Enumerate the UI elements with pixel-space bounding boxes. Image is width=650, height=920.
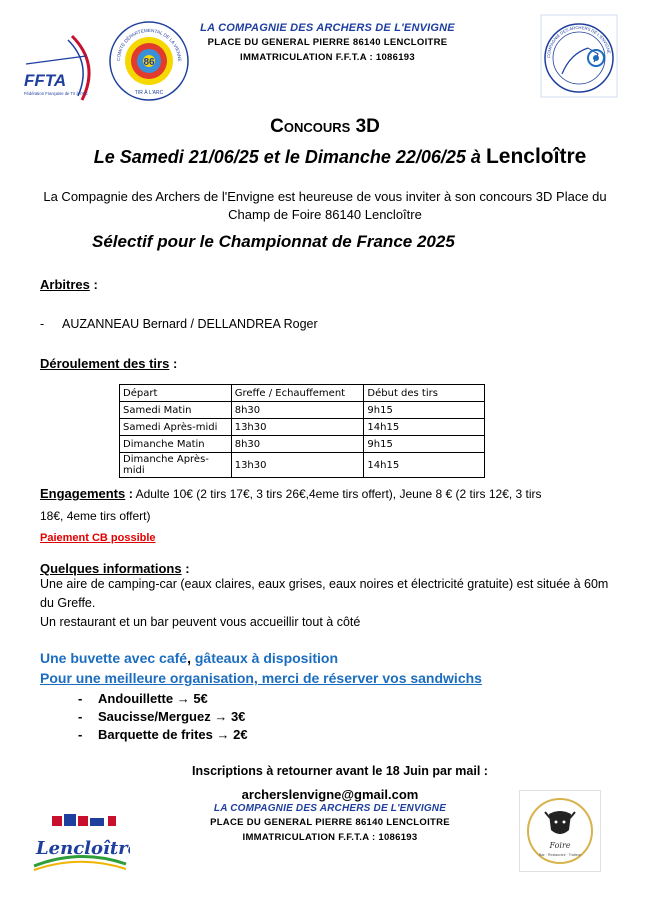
arbitres-title: Arbitres (40, 277, 90, 292)
table-cell: 14h15 (364, 419, 485, 436)
footer-email[interactable]: archerslenvigne@gmail.com (241, 787, 419, 802)
sandwich-list (78, 690, 248, 744)
event-subtitle (0, 145, 650, 169)
table-cell: 13h30 (231, 453, 364, 478)
arbitres-bullet: - (40, 317, 45, 331)
list-item: - Barquette de frites → 2€ (78, 726, 248, 744)
list-item: - Andouillette → 5€ (78, 690, 248, 708)
buvette-reserve: Pour une meilleure organisation, merci de réserver vos sandwichs (40, 670, 482, 686)
footer-club-name: LA COMPAGNIE DES ARCHERS DE L'ENVIGNE (213, 803, 447, 814)
header-logo-departement (108, 20, 190, 102)
table-cell: 9h15 (364, 436, 485, 453)
arbitres-names: AUZANNEAU Bernard / DELLANDREA Roger (62, 317, 318, 331)
footer-address: PLACE DU GENERAL PIERRE 86140 LENCLOITRE (210, 817, 450, 828)
table-row (120, 402, 485, 419)
engagements-line2: 18€, 4eme tirs offert) (40, 509, 151, 523)
table-header-cell: Départ (120, 385, 232, 402)
table-row (120, 419, 485, 436)
payment-note: Paiement CB possible (40, 532, 156, 544)
lencloitre-logo-text: Lencloître (36, 838, 130, 859)
header-immatriculation: IMMATRICULATION F.F.T.A : 1086193 (240, 52, 415, 63)
schedule-table (119, 384, 485, 478)
table-cell: Samedi Après-midi (120, 419, 232, 436)
infos-text (40, 575, 640, 632)
buvette-part1: Une buvette avec café (40, 650, 188, 666)
ffta-logo-text: FFTA (24, 71, 67, 90)
engagements-line1: Adulte 10€ (2 tirs 17€, 3 tirs 26€,4eme tirs offert), Jeune 8 € (2 tirs 12€, 3 tirs (132, 487, 542, 501)
table-cell: 13h30 (231, 419, 364, 436)
departement-bottom-text: TIR À L'ARC (134, 90, 164, 96)
ffta-logo-subtitle: Fédération Française de Tir à l'Arc (24, 91, 88, 96)
event-title-text: Concours 3D (270, 116, 380, 137)
infos-line3: Un restaurant et un bar peuvent vous accueillir tout à côté (40, 615, 361, 629)
foire-logo-text: Foire (549, 841, 571, 850)
table-header-row (120, 385, 485, 402)
event-title (0, 116, 650, 138)
departement-ring-text: COMITÉ DÉPARTEMENTAL DE LA VIENNE (115, 27, 183, 62)
header-text-block (195, 22, 460, 63)
deroulement-heading (40, 355, 177, 373)
table-header-cell: Greffe / Echauffement (231, 385, 364, 402)
table-cell: 9h15 (364, 402, 485, 419)
table-cell: Dimanche Matin (120, 436, 232, 453)
header-club-name: LA COMPAGNIE DES ARCHERS DE L'ENVIGNE (200, 22, 455, 34)
buvette-comma: , (187, 650, 195, 666)
inscriptions-text: Inscriptions à retourner avant le 18 Juin par mail : (192, 764, 488, 778)
infos-line2: du Greffe. (40, 596, 96, 610)
table-cell: 14h15 (364, 453, 485, 478)
engagements-block (40, 484, 620, 504)
event-intro: La Compagnie des Archers de l'Envigne est heureuse de vous inviter à son concours 3D Place du Champ de Foire 86140 Lencloître (43, 189, 607, 222)
footer-logo-foire (519, 790, 601, 872)
event-dates: Le Samedi 21/06/25 et le Dimanche 22/06/25 à (93, 147, 486, 167)
table-row (120, 453, 485, 478)
table-cell: 8h30 (231, 402, 364, 419)
event-town: Lencloître (485, 145, 587, 168)
footer-text-block (185, 787, 475, 843)
table-cell: Dimanche Après-midi (120, 453, 232, 478)
infos-colon: : (181, 561, 190, 576)
event-selectif: Sélectif pour le Championnat de France 2025 (92, 232, 455, 251)
deroulement-title: Déroulement des tirs (40, 356, 170, 371)
footer-immatriculation: IMMATRICULATION F.F.T.A : 1086193 (242, 832, 418, 843)
deroulement-colon: : (169, 356, 178, 371)
arbitres-line (40, 315, 318, 334)
header-address: PLACE DU GENERAL PIERRE 86140 LENCLOITRE (207, 37, 448, 48)
table-cell: 8h30 (231, 436, 364, 453)
buvette-line (40, 650, 338, 666)
engagements-colon: : (125, 487, 133, 501)
foire-logo-subtitle: Bar · Restaurant · Traiteur (539, 853, 581, 857)
buvette-part2: gâteaux à disposition (194, 650, 338, 666)
infos-line1: Une aire de camping-car (eaux claires, eaux grises, eaux noires et électricité gratuite) est située à 60m (40, 577, 609, 591)
footer-logo-lencloitre (30, 812, 130, 874)
table-row (120, 436, 485, 453)
arbitres-heading (40, 276, 98, 294)
table-header-cell: Début des tirs (364, 385, 485, 402)
arbitres-colon: : (89, 277, 98, 292)
infos-title: Quelques informations (40, 561, 182, 576)
header-logo-club (540, 14, 618, 98)
engagements-title: Engagements (40, 486, 126, 501)
list-item: - Saucisse/Merguez → 3€ (78, 708, 248, 726)
departement-number: 86 (143, 57, 155, 68)
club-logo-ring-text: COMPAGNIE DES ARCHERS DE L'ENVIGNE (545, 24, 612, 59)
header-logo-ffta (22, 34, 102, 106)
table-cell: Samedi Matin (120, 402, 232, 419)
